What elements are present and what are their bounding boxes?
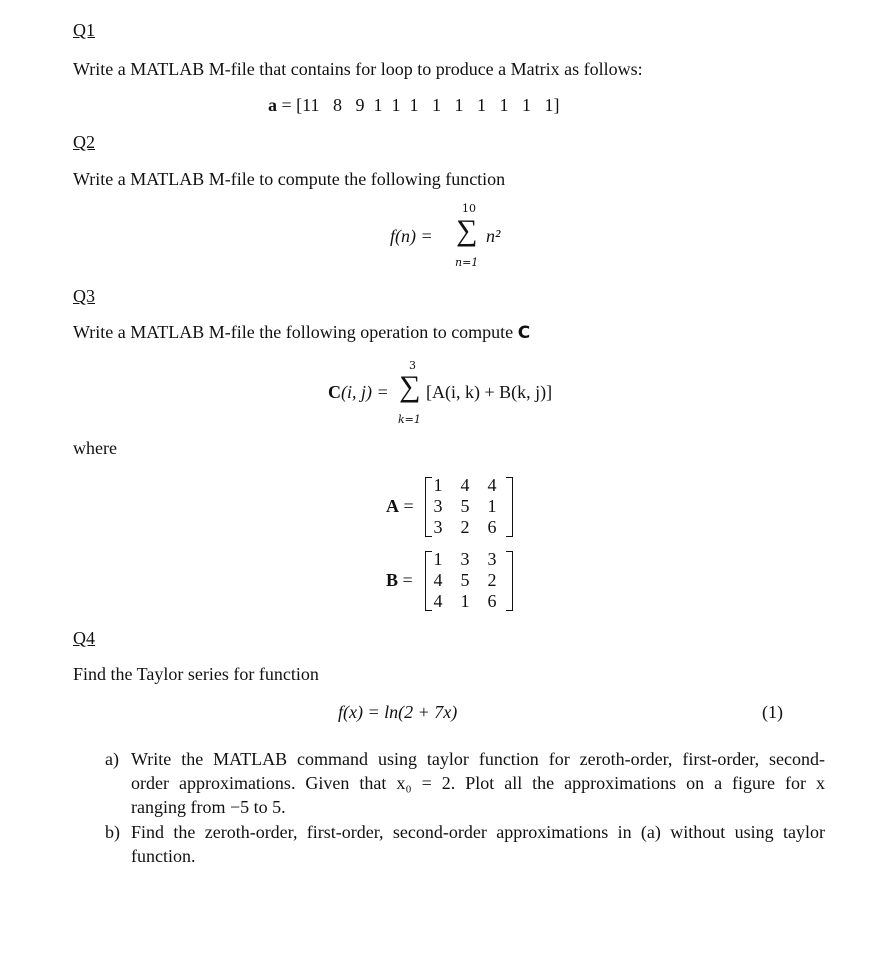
q3-where: where bbox=[73, 438, 117, 458]
q4-item-a bbox=[105, 747, 825, 819]
q3-eq-lhs-rest: (i, j) = bbox=[341, 382, 389, 402]
q3-eq-lhs-bold: C bbox=[328, 382, 341, 402]
matrix-a-cell: 4 bbox=[460, 475, 470, 495]
q2-sum-upper: 10 bbox=[462, 202, 476, 215]
matrix-a-cell: 6 bbox=[487, 517, 497, 537]
q4-item-b-line2: function. bbox=[131, 846, 196, 866]
matrix-b-cell: 6 bbox=[487, 591, 497, 611]
q4-item-b-label: b) bbox=[105, 822, 120, 842]
matrix-b-cell: 4 bbox=[433, 591, 443, 611]
q1-equation bbox=[268, 95, 559, 116]
q4-equation: f(x) = ln(2 + 7x) bbox=[338, 702, 458, 722]
matrix-a-cell: 5 bbox=[460, 496, 470, 516]
matrix-b-cell: 3 bbox=[460, 549, 470, 569]
matrix-a-row bbox=[427, 517, 503, 538]
matrix-a-cell: 1 bbox=[487, 496, 497, 516]
matrix-b-cell: 1 bbox=[433, 549, 443, 569]
q4-equation-number: (1) bbox=[762, 702, 783, 722]
q3-equation bbox=[328, 356, 588, 426]
matrix-b-row bbox=[427, 570, 503, 591]
q1-eq-equals: = bbox=[281, 95, 292, 115]
q4-item-b-line1: Find the zeroth-order, first-order, second-order approximations in (a) without using taylor bbox=[131, 822, 825, 842]
q3-sigma-symbol: ∑ bbox=[399, 370, 421, 403]
matrix-b-row bbox=[427, 549, 503, 570]
matrix-a-cell: 3 bbox=[433, 496, 443, 516]
matrix-a-right-bracket bbox=[506, 477, 513, 537]
q1-eq-lhs: a bbox=[268, 95, 277, 115]
q2-sigma-symbol: ∑ bbox=[456, 214, 478, 247]
q3-sum-body: [A(i, k) + B(k, j)] bbox=[426, 382, 553, 402]
q4-item-a-line1: Write the MATLAB command using taylor function for zeroth-order, first-order, second- bbox=[131, 749, 825, 769]
q3-sum-lower: k=1 bbox=[398, 413, 421, 426]
q2-equation bbox=[390, 202, 530, 272]
q2-heading: Q2 bbox=[73, 132, 95, 152]
matrix-b-label-group bbox=[386, 570, 413, 591]
matrix-a-cell: 3 bbox=[433, 517, 443, 537]
q2-eq-lhs: f(n) = bbox=[390, 226, 433, 246]
q4-item-b bbox=[105, 820, 825, 868]
matrix-a-cell: 4 bbox=[487, 475, 497, 495]
q2-sum-lower: n=1 bbox=[455, 256, 479, 269]
q1-text: Write a MATLAB M-file that contains for loop to produce a Matrix as follows: bbox=[73, 59, 643, 79]
matrix-b-row bbox=[427, 591, 503, 612]
matrix-a-cell: 2 bbox=[460, 517, 470, 537]
matrix-a-row bbox=[427, 496, 503, 517]
q3-text-prefix: Write a MATLAB M-file the following operation to compute bbox=[73, 322, 518, 342]
matrix-a-row bbox=[427, 475, 503, 496]
q3-eq-lhs bbox=[328, 382, 389, 403]
matrix-b-label: B bbox=[386, 570, 399, 590]
matrix-b-cell: 5 bbox=[460, 570, 470, 590]
matrix-a-label-group bbox=[386, 496, 414, 517]
q3-text-bold: C bbox=[517, 323, 531, 343]
q4-item-a-line2: order approximations. Given that x₀ = 2. Plot all the approximations on a figure for x bbox=[131, 773, 825, 793]
q4-heading: Q4 bbox=[73, 628, 95, 648]
matrix-a-cell: 1 bbox=[433, 475, 443, 495]
q2-text: Write a MATLAB M-file to compute the following function bbox=[73, 169, 506, 189]
matrix-b-right-bracket bbox=[506, 551, 513, 611]
q3-heading: Q3 bbox=[73, 286, 95, 306]
q1-heading: Q1 bbox=[73, 20, 95, 40]
q4-text: Find the Taylor series for function bbox=[73, 664, 319, 684]
matrix-b-cell: 1 bbox=[460, 591, 470, 611]
q2-sum-body: n² bbox=[486, 226, 501, 246]
matrix-b-cell: 3 bbox=[487, 549, 497, 569]
q3-sum-upper: 3 bbox=[409, 359, 416, 372]
q4-item-a-label: a) bbox=[105, 749, 119, 769]
q1-eq-rhs: [11 8 9 1 1 1 1 1 1 1 1 1] bbox=[296, 95, 560, 115]
matrix-b-cell: 4 bbox=[433, 570, 443, 590]
matrix-a-label: A bbox=[386, 496, 399, 516]
matrix-a-equals: = bbox=[403, 496, 414, 516]
q3-text bbox=[73, 322, 530, 343]
q4-item-a-line3: ranging from −5 to 5. bbox=[131, 797, 286, 817]
matrix-b-equals: = bbox=[402, 570, 413, 590]
matrix-b-cell: 2 bbox=[487, 570, 497, 590]
